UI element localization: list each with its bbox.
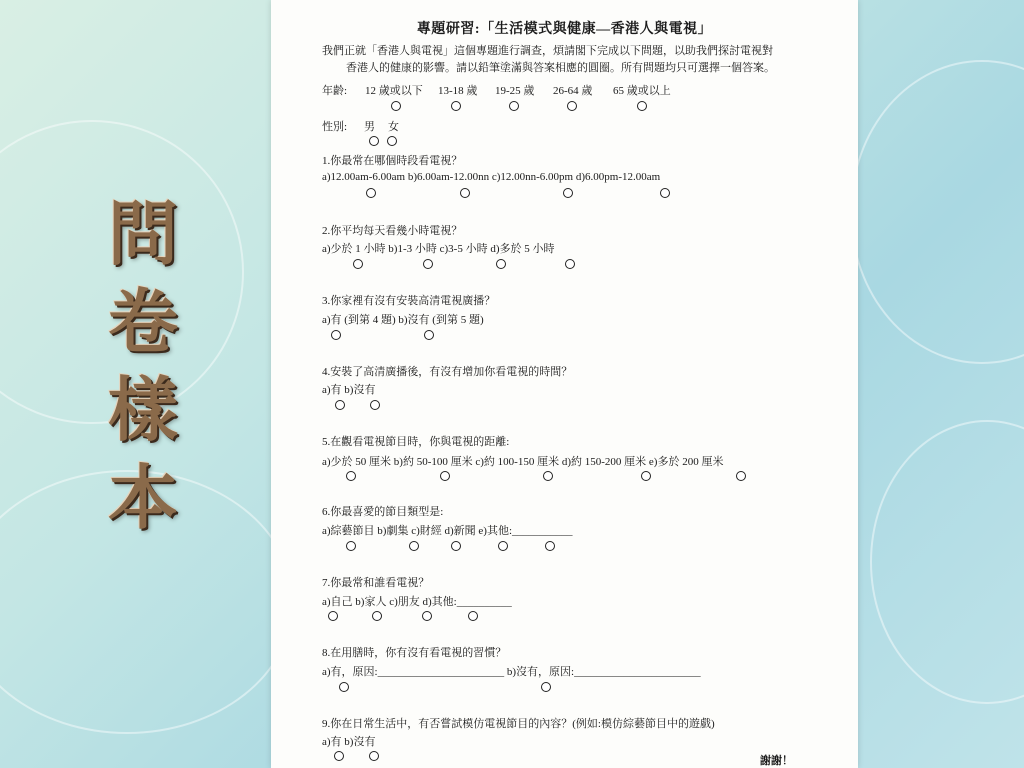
q1-radio[interactable] (660, 188, 670, 198)
gender-option-label: 女 (388, 121, 399, 133)
thank-you-note: 謝謝！ (760, 755, 793, 767)
question-4: 4.安裝了高清廣播後，有沒有增加你看電視的時間？ (322, 366, 573, 378)
q5-radio[interactable] (440, 471, 450, 481)
gender-label: 性別: (322, 121, 348, 133)
q4-radio[interactable] (370, 400, 380, 410)
intro-line: 我們正就「香港人與電視」這個專題進行調查，煩請閣下完成以下問題，以助我們探討電視對 (322, 45, 773, 57)
q9-radio[interactable] (369, 751, 379, 761)
background-swirl (870, 420, 1024, 704)
q2-radio[interactable] (353, 259, 363, 269)
slide-title-char: 問 (108, 192, 178, 275)
age-option-label: 65 歲或以上 (613, 85, 671, 97)
q1-radio[interactable] (563, 188, 573, 198)
survey-title: 專題研習:「生活模式與健康—香港人與電視」 (416, 22, 713, 37)
background-swirl (850, 60, 1024, 364)
slide-title (88, 190, 198, 542)
q6-radio[interactable] (451, 541, 461, 551)
question-1-options: a)12.00am-6.00am b)6.00am-12.00nn c)12.00nn-6.00pm d)6.00pm-12.00am (322, 171, 661, 183)
age-radio[interactable] (567, 101, 577, 111)
q5-radio[interactable] (543, 471, 553, 481)
q6-radio[interactable] (498, 541, 508, 551)
q5-radio[interactable] (346, 471, 356, 481)
question-7: 7.你最常和誰看電視？ (322, 577, 430, 589)
q1-radio[interactable] (460, 188, 470, 198)
question-9: 9.你在日常生活中，有否嘗試模仿電視節目的內容？(例如:模仿綜藝節目中的遊戲) (322, 718, 715, 730)
age-label: 年齡: (322, 85, 348, 97)
age-radio[interactable] (509, 101, 519, 111)
age-option-label: 13-18 歲 (438, 85, 478, 97)
slide-title-char: 卷 (108, 280, 178, 363)
age-option-label: 26-64 歲 (553, 85, 593, 97)
age-option-label: 19-25 歲 (495, 85, 535, 97)
q8-radio[interactable] (541, 682, 551, 692)
q9-radio[interactable] (334, 751, 344, 761)
age-radio[interactable] (391, 101, 401, 111)
question-4-options: a)有 b)沒有 (322, 384, 376, 396)
question-2: 2.你平均每天看幾小時電視？ (322, 225, 463, 237)
question-1: 1.你最常在哪個時段看電視？ (322, 155, 463, 167)
q7-radio[interactable] (422, 611, 432, 621)
question-3: 3.你家裡有沒有安裝高清電視廣播？ (322, 295, 496, 307)
q7-radio[interactable] (468, 611, 478, 621)
question-8: 8.在用膳時，你有沒有看電視的習慣？ (322, 647, 507, 659)
age-radio[interactable] (637, 101, 647, 111)
q2-radio[interactable] (423, 259, 433, 269)
q5-radio[interactable] (641, 471, 651, 481)
q3-radio[interactable] (331, 330, 341, 340)
question-6-options: a)綜藝節目 b)劇集 c)財經 d)新聞 e)其他:___________ (322, 525, 573, 537)
slide-title-char: 本 (108, 456, 178, 539)
q4-radio[interactable] (335, 400, 345, 410)
gender-radio[interactable] (387, 136, 397, 146)
q8-radio[interactable] (339, 682, 349, 692)
q3-radio[interactable] (424, 330, 434, 340)
questionnaire-sheet (271, 0, 858, 768)
question-3-options: a)有 (到第 4 題) b)沒有 (到第 5 題) (322, 314, 484, 326)
question-7-options: a)自己 b)家人 c)朋友 d)其他:__________ (322, 596, 512, 608)
survey-intro (322, 43, 842, 77)
question-5-options: a)少於 50 厘米 b)約 50-100 厘米 c)約 100-150 厘米 d)約 150-200 厘米 e)多於 200 厘米 (322, 456, 724, 468)
q7-radio[interactable] (328, 611, 338, 621)
q7-radio[interactable] (372, 611, 382, 621)
q6-radio[interactable] (346, 541, 356, 551)
age-option-label: 12 歲或以下 (365, 85, 423, 97)
q6-radio[interactable] (409, 541, 419, 551)
question-2-options: a)少於 1 小時 b)1-3 小時 c)3-5 小時 d)多於 5 小時 (322, 243, 555, 255)
question-9-options: a)有 b)沒有 (322, 736, 376, 748)
question-6: 6.你最喜愛的節目類型是: (322, 506, 444, 518)
q6-radio[interactable] (545, 541, 555, 551)
age-radio[interactable] (451, 101, 461, 111)
q2-radio[interactable] (496, 259, 506, 269)
slide-title-char: 樣 (108, 368, 178, 451)
question-5: 5.在觀看電視節目時，你與電視的距離: (322, 436, 510, 448)
intro-line: 香港人的健康的影響。請以鉛筆塗滿與答案相應的圓圈。所有問題均只可選擇一個答案。 (346, 62, 775, 74)
gender-radio[interactable] (369, 136, 379, 146)
question-8-options: a)有，原因:_______________________ b)沒有，原因:_______________________ (322, 666, 701, 678)
q5-radio[interactable] (736, 471, 746, 481)
q1-radio[interactable] (366, 188, 376, 198)
gender-option-label: 男 (364, 121, 375, 133)
q2-radio[interactable] (565, 259, 575, 269)
